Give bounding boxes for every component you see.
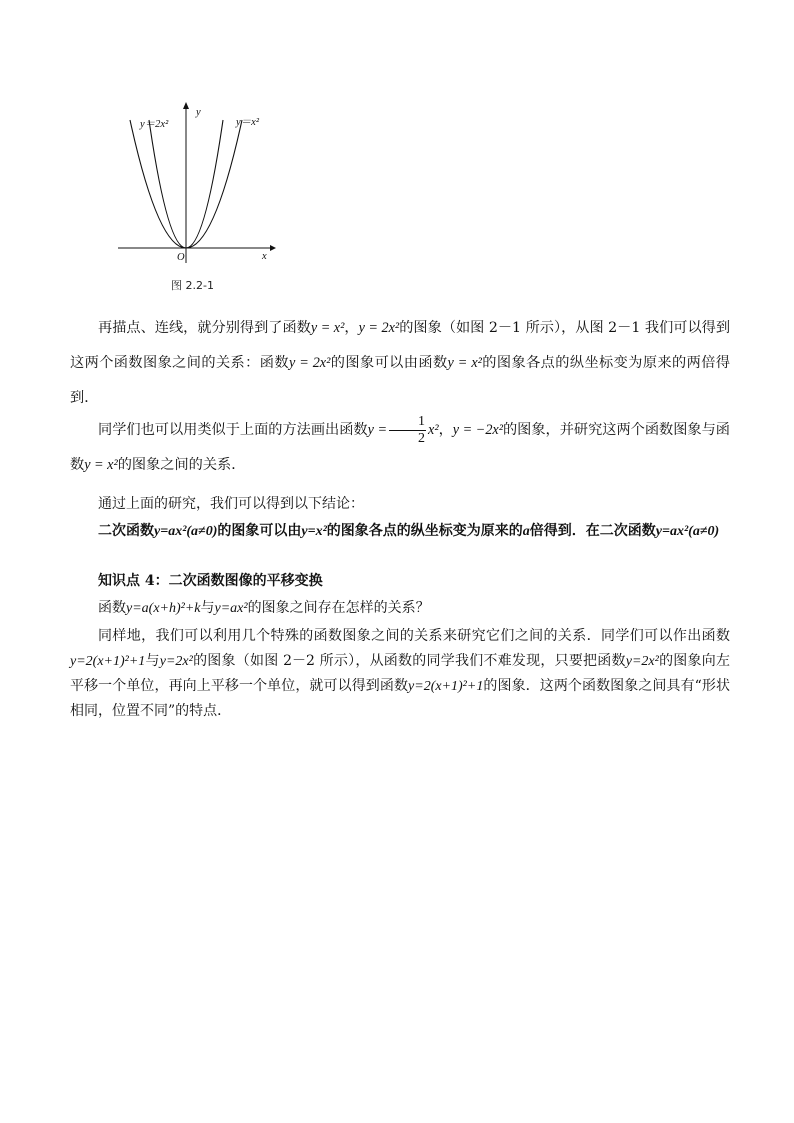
text: 再描点、连线，就分别得到了函数 — [98, 320, 311, 336]
text: 同学们也可以用类似于上面的方法画出函数 — [98, 422, 368, 438]
figure-caption: 图 2.2-1 — [171, 279, 214, 292]
x-axis-label: x — [262, 251, 267, 262]
text: 与 — [200, 600, 215, 616]
y-axis-arrow-icon — [183, 102, 189, 109]
math-expr: y = x² — [447, 355, 482, 371]
paragraph-3 — [70, 492, 730, 517]
parabola-figure — [112, 98, 282, 268]
math-expr: y = 2x² — [288, 355, 331, 371]
text: 的图象之间存在怎样的关系？ — [247, 600, 430, 616]
math-expr: y=x² — [301, 524, 327, 539]
fraction — [389, 415, 426, 446]
math-expr: y=2(x+1)²+1 — [408, 679, 484, 694]
text: 的图象，并研究这两个函数图象与函数 — [70, 422, 730, 473]
text: ， — [344, 320, 359, 336]
text: ， — [438, 422, 453, 438]
text: 的图象各点的纵坐标变为原来的 — [326, 523, 523, 539]
section-heading: 知识点 4：二次函数图像的平移变换 — [98, 573, 323, 589]
math-expr: x² — [428, 422, 439, 438]
math-expr: y=ax²(a≠0) — [154, 524, 218, 539]
text: 函数 — [98, 600, 126, 616]
math-expr: y = — [367, 422, 388, 438]
text: 通过上面的研究，我们可以得到以下结论： — [98, 496, 364, 512]
paragraph-5 — [70, 596, 730, 621]
text: 的图象（如图 2－1 所示），从图 2－1 我们可以得到这两个函数图象之间的关系：函数 — [70, 320, 731, 371]
text: 的图象（如图 2－2 所示），从函数的同学我们不难发现，只要把函数 — [192, 653, 626, 669]
paragraph-2 — [70, 413, 730, 483]
text: 的图象可以由 — [217, 523, 302, 539]
math-expr: a — [522, 524, 530, 539]
x-axis-arrow-icon — [270, 245, 276, 251]
math-expr: y = x² — [310, 320, 345, 336]
math-expr: y=2(x+1)²+1 — [70, 654, 146, 669]
paragraph-6 — [70, 624, 730, 724]
math-expr: y=2x² — [625, 654, 659, 669]
math-expr: y = 2x² — [358, 320, 400, 336]
text: 的图象向左平移一个单位，再向上平移一个单位，就可以得到函数 — [70, 653, 731, 694]
text: 与 — [145, 653, 160, 669]
text: 二次函数 — [98, 523, 154, 539]
conclusion-paragraph — [70, 519, 730, 544]
label-y-x-squared: y＝x² — [236, 117, 259, 128]
math-expr: y=a(x+h)²+k — [126, 601, 201, 616]
y-axis-label: y — [196, 107, 201, 118]
math-expr: y=ax²(a≠0) — [655, 524, 720, 539]
math-expr: y=2x² — [159, 654, 193, 669]
math-expr: y = −2x² — [452, 422, 503, 438]
text: 的图象．这两个函数图象之间具有“形状相同，位置不同”的特点． — [70, 678, 731, 719]
text: 的图象之间的关系． — [117, 457, 246, 473]
math-expr: y = x² — [84, 457, 118, 473]
origin-label: O — [177, 252, 185, 263]
text: 的图象可以由函数 — [330, 355, 448, 371]
text: 同样地，我们可以利用几个特殊的函数图象之间的关系来研究它们之间的关系．同学们可以作出函数 — [98, 628, 730, 644]
fraction-numerator: 1 — [389, 415, 426, 431]
fraction-denominator: 2 — [418, 430, 426, 446]
label-y-2x-squared: y＝2x² — [140, 119, 169, 130]
text: 的图象各点的纵坐标变为原来的两倍得到． — [70, 355, 731, 406]
math-expr: y=ax² — [214, 601, 248, 616]
paragraph-1 — [70, 311, 730, 416]
text: 倍得到．在二次函数 — [529, 523, 656, 539]
